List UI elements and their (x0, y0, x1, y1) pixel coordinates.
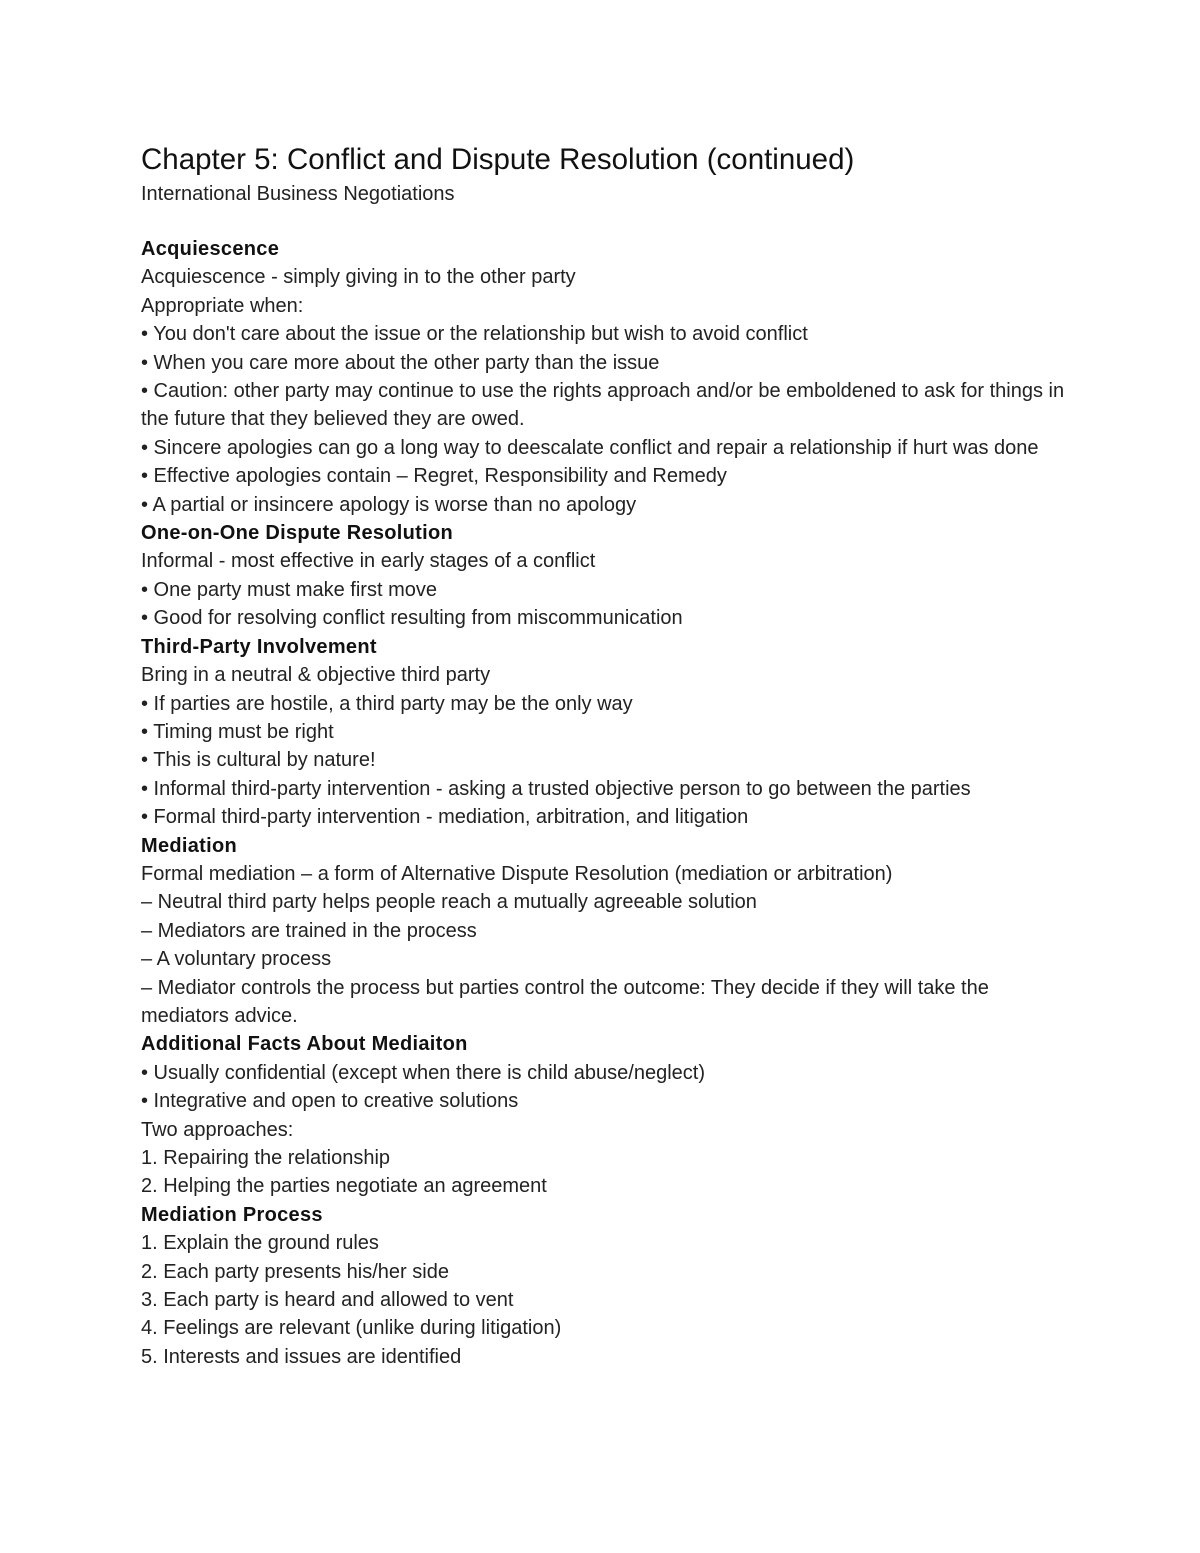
dash-item: – Neutral third party helps people reach a mutually agreeable solution (141, 891, 757, 914)
text-line: Formal mediation – a form of Alternative Dispute Resolution (mediation or arbitration) (141, 862, 893, 885)
text-line: Appropriate when: (141, 294, 304, 317)
bullet-item: • Good for resolving conflict resulting from miscommunication (141, 607, 683, 630)
text-line: Two approaches: (141, 1118, 294, 1141)
section-heading: Acquiescence (141, 238, 280, 260)
section-heading: Mediation (141, 834, 238, 857)
bullet-item: • This is cultural by nature! (141, 749, 376, 772)
section-acquiescence (141, 235, 1081, 519)
dash-item: – A voluntary process (141, 948, 332, 971)
section-heading: One-on-One Dispute Resolution (141, 522, 454, 545)
section-third-party (141, 633, 1081, 832)
section-additional-facts (141, 1030, 1081, 1200)
numbered-item: 1. Repairing the relationship (141, 1147, 391, 1169)
dash-item: – Mediator controls the process but parties control the outcome: They decide if they will take the mediators advice. (141, 976, 989, 1027)
numbered-item: 1. Explain the ground rules (141, 1232, 379, 1255)
document-page (141, 140, 1081, 1371)
numbered-item: 3. Each party is heard and allowed to vent (141, 1289, 514, 1312)
dash-item: – Mediators are trained in the process (141, 919, 477, 942)
bullet-item: • Timing must be right (141, 720, 334, 743)
bullet-item: • A partial or insincere apology is worse than no apology (141, 493, 637, 516)
numbered-item: 4. Feelings are relevant (unlike during litigation) (141, 1317, 562, 1340)
bullet-item: • If parties are hostile, a third party may be the only way (141, 692, 633, 715)
numbered-item: 5. Interests and issues are identified (141, 1345, 462, 1368)
bullet-item: • Formal third-party intervention - mediation, arbitration, and litigation (141, 806, 749, 829)
text-line: Informal - most effective in early stages of a conflict (141, 550, 596, 573)
text-line: Bring in a neutral & objective third party (141, 664, 491, 687)
document-title: Chapter 5: Conflict and Dispute Resolution (continued) (141, 143, 855, 176)
section-heading: Additional Facts About Mediaiton (141, 1033, 468, 1056)
section-one-on-one (141, 519, 1081, 633)
bullet-item: • Effective apologies contain – Regret, Responsibility and Remedy (141, 465, 727, 488)
bullet-item: • Caution: other party may continue to use the rights approach and/or be emboldened to ask for things in the future that they believed they are owed. (141, 380, 1065, 431)
numbered-item: 2. Each party presents his/her side (141, 1260, 449, 1283)
bullet-item: • Usually confidential (except when there is child abuse/neglect) (141, 1061, 705, 1084)
numbered-item: 2. Helping the parties negotiate an agreement (141, 1175, 547, 1198)
text-line: Acquiescence - simply giving in to the other party (141, 266, 576, 289)
section-heading: Mediation Process (141, 1203, 323, 1226)
bullet-item: • Informal third-party intervention - asking a trusted objective person to go between the parties (141, 777, 971, 800)
bullet-item: • One party must make first move (141, 578, 437, 601)
bullet-item: • Integrative and open to creative solutions (141, 1090, 519, 1113)
document-subtitle: International Business Negotiations (141, 183, 455, 205)
section-mediation-process (141, 1201, 1081, 1371)
section-heading: Third-Party Involvement (141, 635, 377, 658)
bullet-item: • You don't care about the issue or the relationship but wish to avoid conflict (141, 323, 808, 346)
section-mediation (141, 832, 1081, 1031)
bullet-item: • Sincere apologies can go a long way to deescalate conflict and repair a relationship if hurt was done (141, 436, 1039, 459)
bullet-item: • When you care more about the other party than the issue (141, 351, 660, 374)
